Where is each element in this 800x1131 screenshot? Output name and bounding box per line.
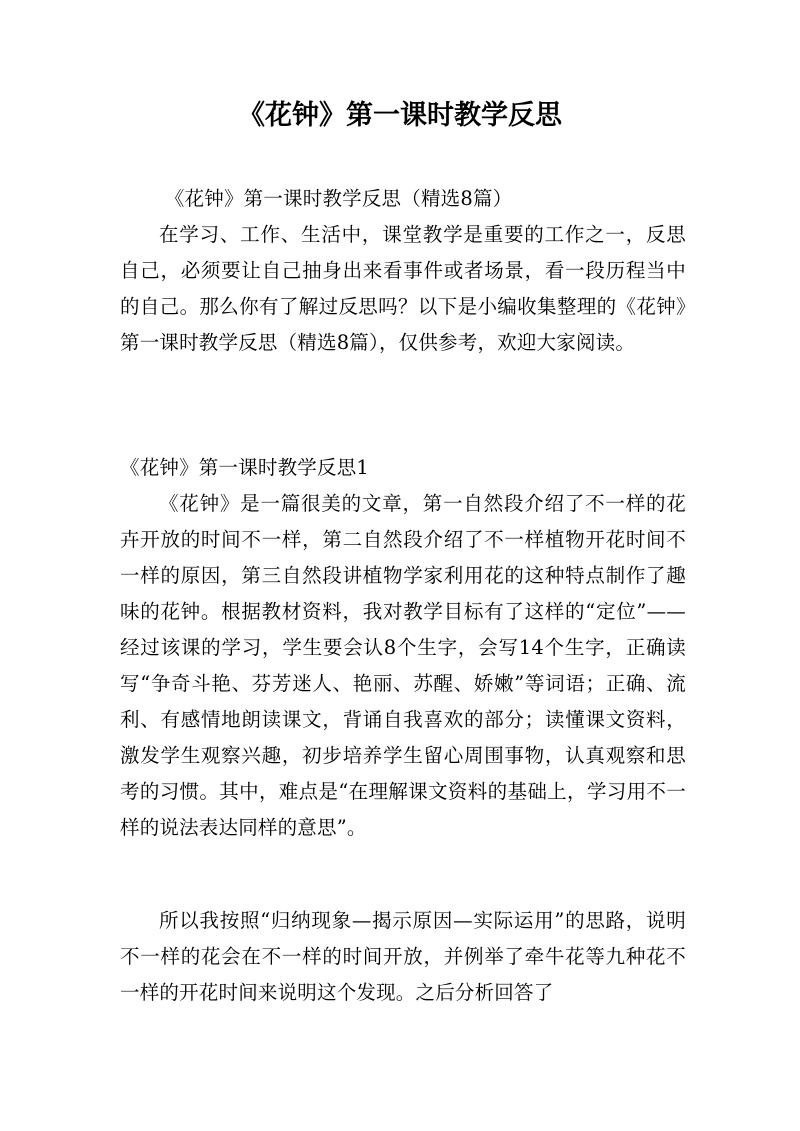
document-subtitle: 《花钟》第一课时教学反思（精选8篇） — [164, 187, 513, 210]
section-heading: 《花钟》第一课时教学反思1 — [120, 456, 370, 479]
body-paragraph-2: 所以我按照“归纳现象—揭示原因—实际运用”的思路，说明不一样的花会在不一样的时间开放，并例举了牵牛花等九种花不一样的开花时间来说明这个发现。之后分析回答了 — [120, 909, 686, 1004]
intro-paragraph: 在学习、工作、生活中，课堂教学是重要的工作之一，反思自己，必须要让自己抽身出来看事件或者场景，看一段历程当中的自己。那么你有了解过反思吗？以下是小编收集整理的《花钟》第一课时教学反思（精选8篇），仅供参考，欢迎大家阅读。 — [120, 223, 686, 354]
document-title: 《花钟》第一课时教学反思 — [238, 100, 562, 131]
body-paragraph-1: 《花钟》是一篇很美的文章，第一自然段介绍了不一样的花卉开放的时间不一样，第二自然段介绍了不一样植物开花时间不一样的原因，第三自然段讲植物学家利用花的这种特点制作了趣味的花钟。根据教材资料，我对教学目标有了这样的“定位”——经过该课的学习，学生要会认8个生字，会写14个生字，正确读写“争奇斗艳、芬芳迷人、艳丽、苏醒、娇嫩”等词语；正确、流利、有感情地朗读课文，背诵自我喜欢的部分；读懂课文资料，激发学生观察兴趣，初步培养学生留心周围事物，认真观察和思考的习惯。其中，难点是“在理解课文资料的基础上，学习用不一样的说法表达同样的意思”。 — [120, 492, 686, 839]
